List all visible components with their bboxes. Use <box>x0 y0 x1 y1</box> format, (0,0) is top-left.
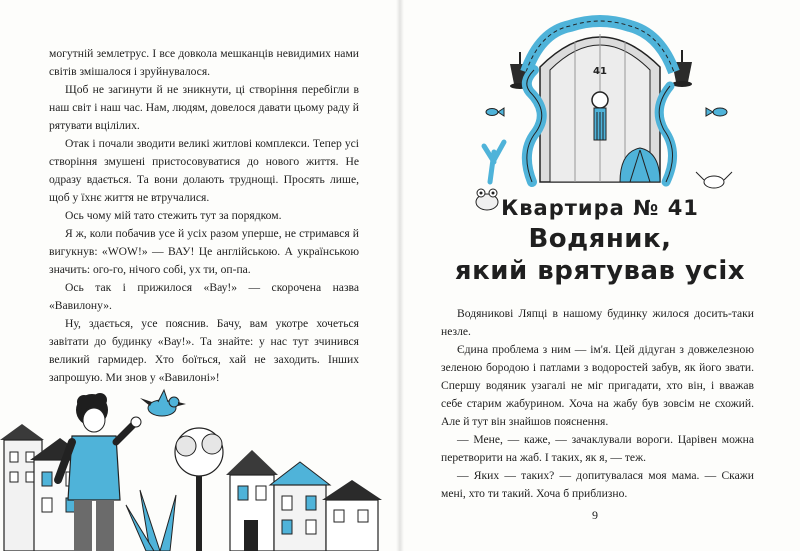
chapter-title-line-1: Водяник, <box>528 224 672 254</box>
boy-and-houses-illustration-icon <box>0 380 400 551</box>
tree-icon <box>175 428 223 551</box>
paragraph: могутній землетрус. І все довкола мешканців невидимих нами світів змішалося і зруйнувалося. <box>49 47 359 78</box>
house-icon <box>322 480 382 551</box>
paragraph: Я ж, коли побачив усе й усіх разом уперше, не стримався й вигукнув: «WOW!» — ВАУ! Це англійською. А українською значить: ого-го, нічого собі, ух ти, оп-па. <box>49 227 359 276</box>
apartment-label: Квартира № 41 <box>501 196 699 220</box>
paragraph: — Мене, — каже, — зачаклували вороги. Царівен можна перетворити на жаб. І таких, як я, — теж. <box>441 433 754 464</box>
page-number: 9 <box>592 508 598 522</box>
paragraph: Ось так і прижилося «Вау!» — скорочена назва «Вавилону». <box>49 281 359 312</box>
paragraph: Єдина проблема з ним — ім'я. Цей дідуган з довжелезною зеленою бородою і патлами з водоростей забув, як його звати. Спершу водяник узагалі не міг пригадати, хто він, і вважав себе старим жабурином. Хоча на жабу був зовсім не схожий. Але й тут він знайшов пояснення. <box>441 343 754 428</box>
crab-icon <box>696 172 732 188</box>
fish-icon <box>486 108 504 116</box>
fish-icon <box>706 108 727 116</box>
door-illustration-icon <box>470 12 740 194</box>
plant-icon <box>126 490 176 551</box>
paragraph: Водяникові Ляпці в нашому будинку жилося досить-таки незле. <box>441 307 754 338</box>
paragraph: Ну, здається, усе пояснив. Бачу, вам укотре хочеться завітати до будинку «Вау!». Та знайте: у нас тут зчинився великий гармидер. Хто боїться, хай не заходить. Інших запрошую. Ми знов у «Вавилоні»! <box>49 317 359 384</box>
house-icon <box>270 462 330 551</box>
paragraph: Отак і почали зводити великі житлові комплекси. Тепер усі створіння змушені пристосовуватися до нового життя. Не одразу вдається. Та вони долають труднощі. Просять лише, щоб у їхнє життя не втручалися. <box>49 137 359 204</box>
paragraph: — Яких — таких? — допитувалася моя мама. — Скажи мені, хто ти такий. Хоча б приблизно. <box>441 469 754 500</box>
door-number: 41 <box>593 66 607 77</box>
bird-icon <box>140 390 186 416</box>
paragraph: Ось чому мій тато стежить тут за порядком. <box>65 209 282 222</box>
left-page-text <box>49 45 359 387</box>
house-icon <box>226 450 278 551</box>
paragraph: Щоб не загинути й не зникнути, ці створіння перебігли в наш світ і наш час. Нам, людям, довелося давати цьому раду й рятувати вцілілих. <box>49 83 359 132</box>
coral-icon <box>484 142 504 182</box>
chapter-title-line-2: який врятував усіх <box>454 256 746 286</box>
right-page-text <box>441 305 754 503</box>
